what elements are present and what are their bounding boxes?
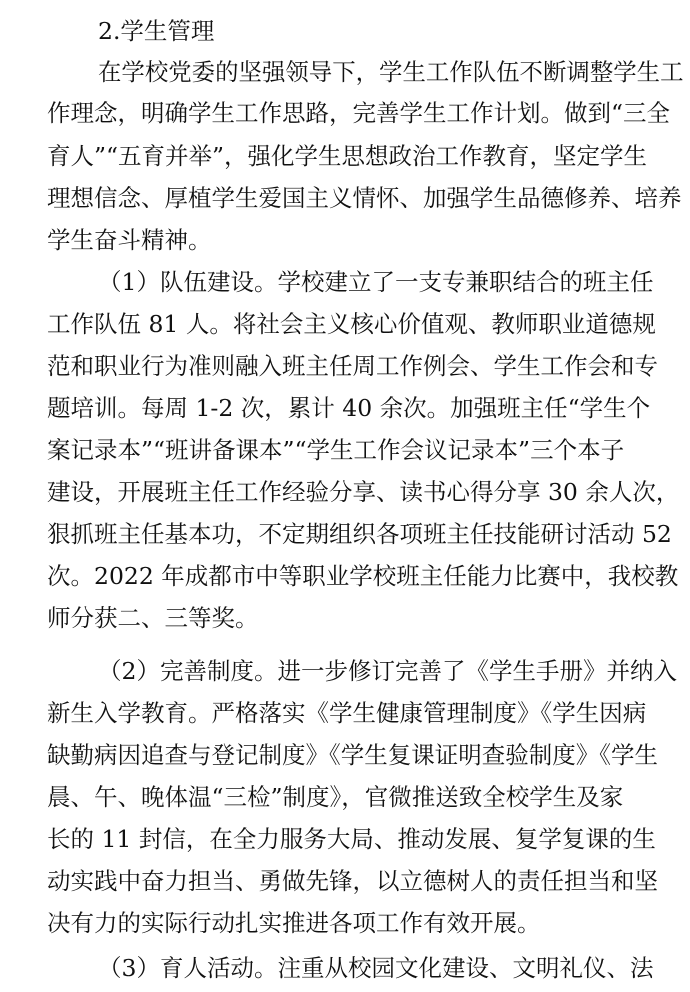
text-line: 题培训。每周 1-2 次，累计 40 余次。加强班主任“学生个 <box>47 394 651 422</box>
text-line: （2）完善制度。进一步修订完善了《学生手册》并纳入 <box>98 657 677 685</box>
text-line: 范和职业行为准则融入班主任周工作例会、学生工作会和专 <box>47 352 658 380</box>
text-line: 师分获二、三等奖。 <box>47 604 259 632</box>
section-heading: 2.学生管理 <box>98 17 215 45</box>
text-line: 长的 11 封信，在全力服务大局、推动发展、复学复课的生 <box>47 825 656 853</box>
text-line: 晨、午、晚体温“三检”制度》，官微推送致全校学生及家 <box>47 783 624 811</box>
text-line: 学生奋斗精神。 <box>47 226 212 254</box>
text-line: 决有力的实际行动扎实推进各项工作有效开展。 <box>47 909 541 937</box>
text-line: 次。2022 年成都市中等职业学校班主任能力比赛中，我校教 <box>47 562 679 590</box>
text-line: 缺勤病因追查与登记制度》《学生复课证明查验制度》《学生 <box>47 741 658 769</box>
text-line: （3）育人活动。注重从校园文化建设、文明礼仪、法 <box>98 954 654 982</box>
text-line: （1）队伍建设。学校建立了一支专兼职结合的班主任 <box>98 268 654 296</box>
text-line: 作理念，明确学生工作思路，完善学生工作计划。做到“三全 <box>47 99 671 127</box>
text-line: 工作队伍 81 人。将社会主义核心价值观、教师职业道德规 <box>47 310 656 338</box>
text-line: 新生入学教育。严格落实《学生健康管理制度》《学生因病 <box>47 699 647 727</box>
text-line: 案记录本”“班讲备课本”“学生工作会议记录本”三个本子 <box>47 436 625 464</box>
text-line: 狠抓班主任基本功，不定期组织各项班主任技能研讨活动 52 <box>47 520 672 548</box>
text-line: 建设，开展班主任工作经验分享、读书心得分享 30 余人次， <box>47 478 680 506</box>
text-line: 在学校党委的坚强领导下，学生工作队伍不断调整学生工 <box>98 58 684 86</box>
text-line: 理想信念、厚植学生爱国主义情怀、加强学生品德修养、培养 <box>47 184 682 212</box>
text-line: 育人”“五育并举”，强化学生思想政治工作教育，坚定学生 <box>47 142 648 170</box>
text-line: 动实践中奋力担当、勇做先锋，以立德树人的责任担当和坚 <box>47 867 658 895</box>
